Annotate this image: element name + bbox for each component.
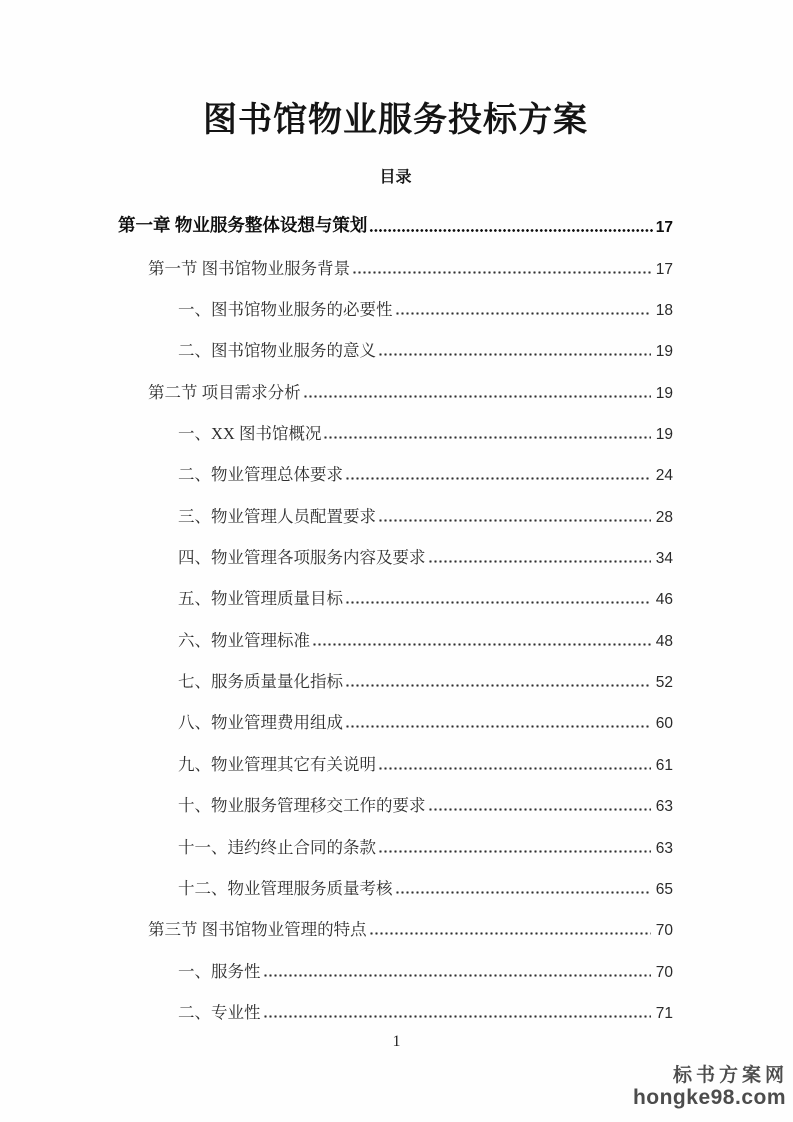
toc-entry-page: 48 — [655, 632, 673, 650]
toc-entry-label: 第一章 物业服务整体设想与策划 — [118, 215, 368, 236]
toc-dot-leader — [378, 767, 651, 770]
toc-dot-leader — [378, 353, 651, 356]
toc-entry — [118, 700, 673, 741]
toc-entry-page: 34 — [655, 550, 673, 568]
toc-entry — [118, 617, 673, 658]
toc-entry-page: 52 — [655, 674, 673, 692]
toc-dot-leader — [369, 932, 651, 935]
toc-dot-leader — [378, 519, 651, 522]
toc-entry — [118, 245, 673, 286]
toc-entry-page: 70 — [655, 963, 673, 981]
toc-entry — [118, 948, 673, 989]
toc-entry-label: 七、服务质量量化指标 — [178, 672, 343, 692]
toc-entry-page: 19 — [655, 343, 673, 361]
watermark-site-url: hongke98.com — [632, 1086, 786, 1109]
toc-entry-page: 70 — [655, 922, 673, 940]
toc-entry-page: 60 — [655, 715, 673, 733]
toc-entry-label: 五、物业管理质量目标 — [178, 589, 343, 609]
toc-entry-page: 18 — [655, 302, 673, 320]
toc-dot-leader — [263, 1015, 651, 1018]
toc-dot-leader — [378, 850, 651, 853]
toc-entry-label: 一、图书馆物业服务的必要性 — [178, 300, 393, 320]
toc-entry — [118, 535, 673, 576]
document-title: 图书馆物业服务投标方案 — [203, 102, 588, 139]
toc-entry-label: 一、XX 图书馆概况 — [178, 424, 322, 444]
toc-entry — [118, 287, 673, 328]
toc-entry-page: 19 — [655, 426, 673, 444]
toc-dot-leader — [395, 891, 651, 894]
toc-entry — [118, 907, 673, 948]
toc-dot-leader — [345, 601, 651, 604]
toc-entry-label: 十一、违约终止合同的条款 — [178, 837, 376, 857]
toc-entry-label: 十二、物业管理服务质量考核 — [178, 878, 393, 898]
toc-entry-label: 四、物业管理各项服务内容及要求 — [178, 548, 426, 568]
toc-entry — [118, 576, 673, 617]
toc-entry-page: 61 — [655, 756, 673, 774]
toc-entry-label: 六、物业管理标准 — [178, 630, 310, 650]
toc-dot-leader — [369, 229, 653, 232]
toc-entry — [118, 659, 673, 700]
toc-dot-leader — [303, 395, 651, 398]
toc-entry — [118, 783, 673, 824]
toc-entry — [118, 452, 673, 493]
toc-entry — [118, 493, 673, 534]
toc-dot-leader — [345, 725, 651, 728]
toc-entry-page: 65 — [655, 880, 673, 898]
toc-entry-page: 24 — [655, 467, 673, 485]
toc-entry-page: 63 — [655, 839, 673, 857]
toc-entry — [118, 824, 673, 865]
toc-entry — [118, 741, 673, 782]
toc-entry-page: 71 — [655, 1004, 673, 1022]
toc-dot-leader — [323, 436, 650, 439]
toc-entry-label: 九、物业管理其它有关说明 — [178, 754, 376, 774]
toc-entry-page: 28 — [655, 508, 673, 526]
watermark-brand: 标书方案网 — [672, 1065, 788, 1086]
toc-entry-label: 二、物业管理总体要求 — [178, 465, 343, 485]
toc-entry-label: 二、专业性 — [178, 1002, 261, 1022]
toc-dot-leader — [428, 808, 651, 811]
site-watermark — [633, 1065, 786, 1109]
toc-entry-page: 46 — [655, 591, 673, 609]
toc-entry-label: 八、物业管理费用组成 — [178, 713, 343, 733]
toc-entry-label: 十、物业服务管理移交工作的要求 — [178, 796, 426, 816]
toc-entry — [118, 990, 673, 1031]
page-number: 1 — [392, 1033, 401, 1050]
toc-entry-page: 63 — [655, 798, 673, 816]
toc-entry-label: 第一节 图书馆物业服务背景 — [148, 258, 351, 278]
toc-heading: 目录 — [379, 169, 412, 186]
toc-dot-leader — [263, 974, 651, 977]
toc-entry-page: 17 — [655, 219, 673, 237]
toc-entry — [118, 369, 673, 410]
toc-dot-leader — [345, 684, 651, 687]
toc-dot-leader — [428, 560, 651, 563]
toc-entry-label: 第二节 项目需求分析 — [148, 382, 301, 402]
toc-entry-label: 一、服务性 — [178, 961, 261, 981]
toc-dot-leader — [312, 643, 651, 646]
toc-dot-leader — [352, 271, 651, 274]
toc-entry — [118, 204, 673, 245]
toc-entry-label: 二、图书馆物业服务的意义 — [178, 341, 376, 361]
toc-entry-page: 17 — [655, 260, 673, 278]
toc-entry — [118, 328, 673, 369]
table-of-contents — [118, 204, 673, 1031]
toc-entry — [118, 411, 673, 452]
toc-dot-leader — [395, 312, 651, 315]
toc-entry-page: 19 — [655, 384, 673, 402]
toc-entry-label: 第三节 图书馆物业管理的特点 — [148, 920, 367, 940]
toc-entry — [118, 866, 673, 907]
toc-entry-label: 三、物业管理人员配置要求 — [178, 506, 376, 526]
toc-dot-leader — [345, 477, 651, 480]
